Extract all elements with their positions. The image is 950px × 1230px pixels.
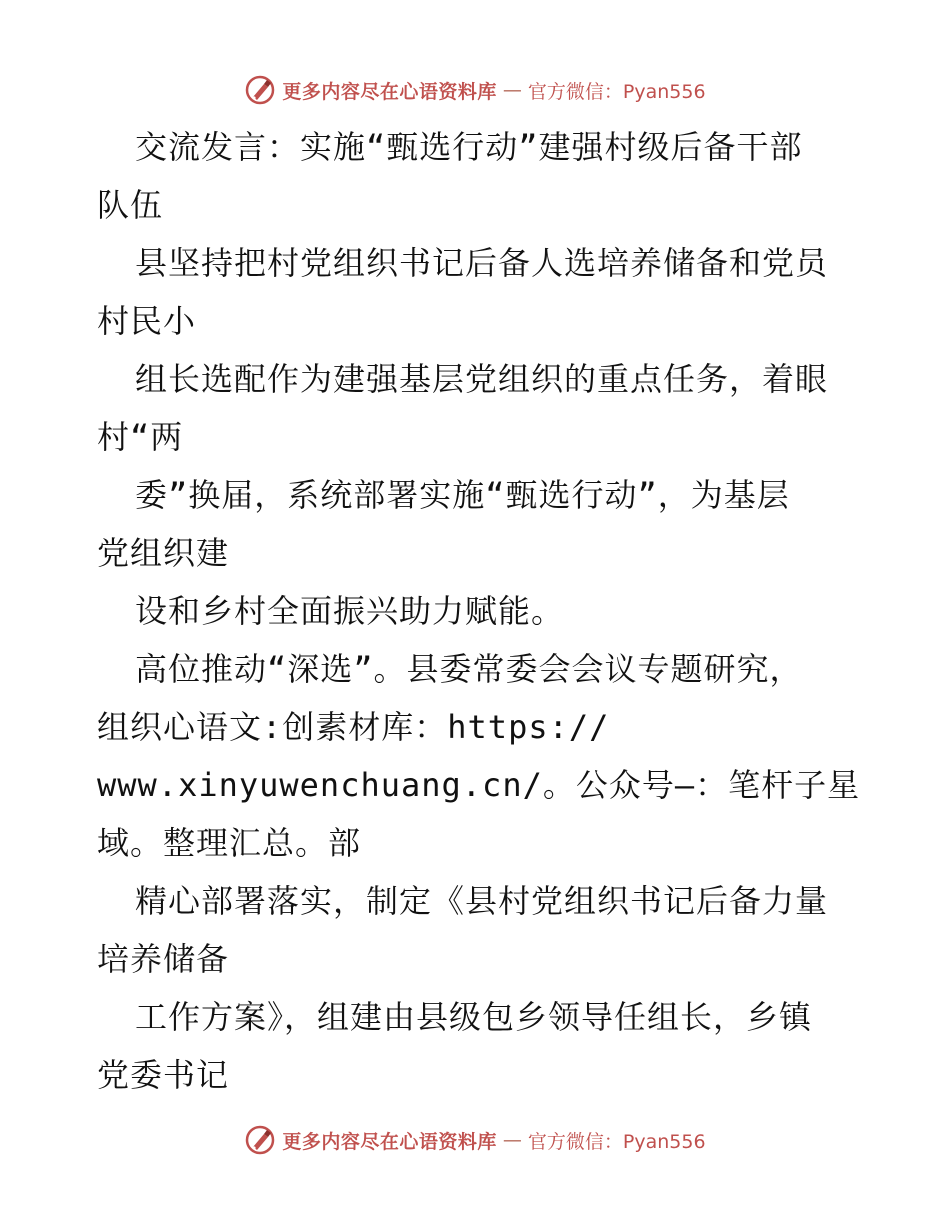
text-line: 委”换届，系统部署实施“甄选行动”，为基层 <box>135 476 790 514</box>
text-line: 精心部署落实，制定《县村党组织书记后备力量 <box>135 882 829 920</box>
banner-dash: — <box>502 79 522 101</box>
banner-text: 更多内容尽在心语资料库 <box>282 80 497 103</box>
banner-dash: — <box>502 1129 522 1151</box>
header-banner-content <box>244 74 705 106</box>
text-line: 队伍 <box>97 186 164 224</box>
footer-banner <box>0 1120 950 1160</box>
text-line: 村民小 <box>97 302 197 340</box>
banner-text: 更多内容尽在心语资料库 <box>282 1130 497 1153</box>
header-banner <box>0 70 950 110</box>
text-line: 域。整理汇总。部 <box>97 824 362 862</box>
text-line: 培养储备 <box>97 940 230 978</box>
text-line: 交流发言：实施“甄选行动”建强村级后备干部 <box>135 128 803 166</box>
text-line: 党委书记 <box>97 1056 230 1094</box>
text-line: 工作方案》，组建由县级包乡领导任组长，乡镇 <box>135 998 813 1036</box>
pen-logo-icon <box>244 1124 276 1156</box>
text-line: www.xinyuwenchuang.cn/。公众号—：笔杆子星 <box>97 766 861 804</box>
text-line: 组织心语文:创素材库：https:// <box>97 708 610 746</box>
document-body <box>97 118 861 1104</box>
banner-contact: 官方微信：Pyan556 <box>527 1130 706 1153</box>
text-line: 党组织建 <box>97 534 230 572</box>
text-line: 组长选配作为建强基层党组织的重点任务，着眼 <box>135 360 829 398</box>
text-line: 设和乡村全面振兴助力赋能。 <box>135 592 565 630</box>
text-line: 县坚持把村党组织书记后备人选培养储备和党员 <box>135 244 829 282</box>
footer-banner-content <box>244 1124 705 1156</box>
pen-logo-icon <box>244 74 276 106</box>
banner-contact: 官方微信：Pyan556 <box>527 80 706 103</box>
text-line: 高位推动“深选”。县委常委会会议专题研究， <box>135 650 803 688</box>
text-line: 村“两 <box>97 418 184 456</box>
